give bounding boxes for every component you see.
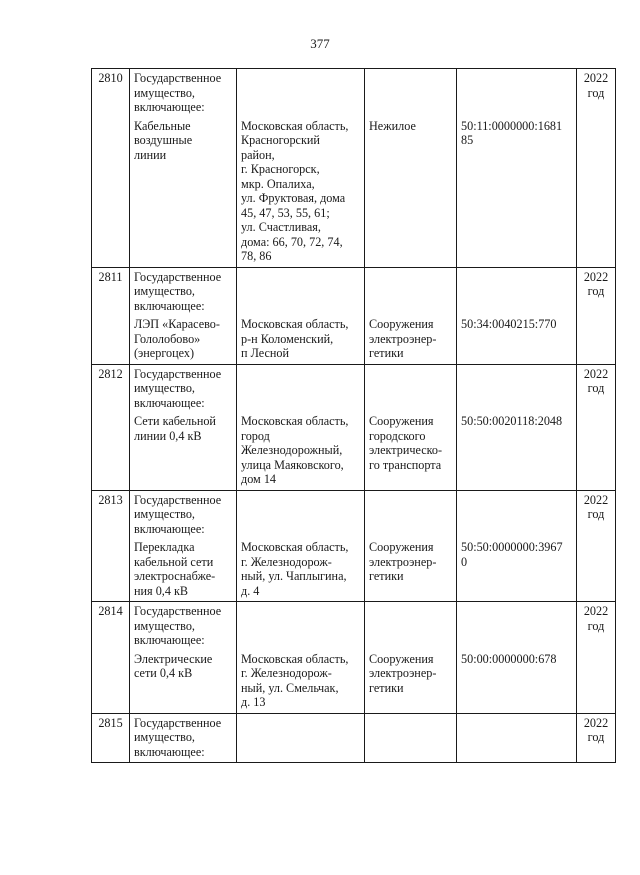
address-cell xyxy=(237,267,365,364)
address-line: ул. Фруктовая, дома xyxy=(241,191,346,205)
block-spacer xyxy=(461,604,572,652)
property-name-line: Перекладка xyxy=(134,540,195,554)
group-heading-line: имущество, xyxy=(134,85,195,100)
group-heading-line: Государственное xyxy=(134,71,222,85)
block-spacer xyxy=(241,367,360,415)
property-name-cell xyxy=(130,713,237,763)
year-cell xyxy=(577,267,616,364)
table-row xyxy=(92,69,616,268)
group-heading-line: имущество, xyxy=(134,381,195,395)
group-heading-line: имущество, xyxy=(134,730,195,744)
type-cell xyxy=(365,490,457,602)
group-heading-line: включающее: xyxy=(134,395,205,410)
address-line: д. 13 xyxy=(241,695,266,709)
cadastral-cell xyxy=(457,602,577,714)
property-name-line: Сети кабельной xyxy=(134,414,216,428)
type-cell xyxy=(365,364,457,490)
property-name-cell xyxy=(130,69,237,268)
block-spacer xyxy=(461,367,572,415)
type-line: гетики xyxy=(369,346,404,360)
property-name-cell xyxy=(130,364,237,490)
type-cell xyxy=(365,69,457,268)
block-spacer xyxy=(369,604,452,652)
table-row xyxy=(92,267,616,364)
cadastral-line: 50:34:0040215:770 xyxy=(461,317,557,331)
year-line: 2022 xyxy=(583,366,609,381)
year-line: 2022 xyxy=(583,71,609,85)
group-heading-line: Государственное xyxy=(134,492,222,507)
year-line: 2022 xyxy=(583,604,609,618)
year-line: год xyxy=(587,730,605,744)
year-cell xyxy=(577,69,616,268)
block-spacer xyxy=(241,71,360,119)
registry-body xyxy=(92,69,616,763)
type-line: Сооружения xyxy=(369,651,434,666)
property-name-cell xyxy=(130,490,237,602)
type-cell xyxy=(365,713,457,763)
address-line: Московская область, xyxy=(241,414,349,428)
cadastral-line: 50:11:0000000:1681 xyxy=(461,118,563,133)
address-line: 78, 86 xyxy=(241,249,272,263)
block-spacer xyxy=(369,493,452,541)
type-cell xyxy=(365,602,457,714)
address-line: р-н Коломенский, xyxy=(241,331,334,346)
year-cell xyxy=(577,713,616,763)
group-heading-line: включающее: xyxy=(134,521,205,536)
row-number: 2815 xyxy=(92,713,130,763)
address-line: д. 4 xyxy=(241,583,260,598)
address-line: дома: 66, 70, 72, 74, xyxy=(241,234,343,249)
property-name-line: линии xyxy=(134,147,167,162)
property-name-line: (энергоцех) xyxy=(134,346,195,360)
year-cell xyxy=(577,490,616,602)
address-line: улица Маяковского, xyxy=(241,457,344,472)
address-line: Московская область, xyxy=(241,317,349,331)
group-heading-line: Государственное xyxy=(134,366,222,381)
address-cell xyxy=(237,490,365,602)
address-line: Московская область, xyxy=(241,118,349,133)
property-name-line: электроснабже- xyxy=(134,569,216,583)
block-spacer xyxy=(241,270,360,318)
year-line: 2022 xyxy=(583,269,609,284)
row-number: 2812 xyxy=(92,364,130,490)
property-name-line: воздушные xyxy=(134,133,193,147)
block-spacer xyxy=(241,604,360,652)
address-line: Красногорский xyxy=(241,133,320,147)
address-line: дом 14 xyxy=(241,472,277,486)
type-line: го транспорта xyxy=(369,457,442,472)
address-cell xyxy=(237,364,365,490)
table-row xyxy=(92,364,616,490)
year-line: год xyxy=(587,618,605,633)
property-registry-table xyxy=(91,68,616,763)
type-line: городского xyxy=(369,428,426,443)
address-cell xyxy=(237,602,365,714)
group-heading-line: имущество, xyxy=(134,284,195,298)
address-line: п Лесной xyxy=(241,346,290,360)
row-number: 2814 xyxy=(92,602,130,714)
row-number: 2810 xyxy=(92,69,130,268)
property-name-line: Кабельные xyxy=(134,118,191,133)
group-heading-line: Государственное xyxy=(134,269,222,284)
cadastral-line: 50:00:0000000:678 xyxy=(461,651,557,666)
property-name-line: ния 0,4 кВ xyxy=(134,583,189,598)
row-number: 2811 xyxy=(92,267,130,364)
cadastral-cell xyxy=(457,69,577,268)
address-line: ул. Счастливая, xyxy=(241,220,321,234)
group-heading-line: включающее: xyxy=(134,298,205,313)
address-line: г. Железнодорож- xyxy=(241,666,332,680)
block-spacer xyxy=(241,493,360,541)
block-spacer xyxy=(369,367,452,415)
property-name-line: Электрические xyxy=(134,651,213,666)
group-heading-line: Государственное xyxy=(134,604,222,618)
cadastral-cell xyxy=(457,267,577,364)
type-line: Сооружения xyxy=(369,540,434,554)
address-line: район, xyxy=(241,147,275,162)
year-line: год xyxy=(587,507,605,521)
property-name-line: линии 0,4 кВ xyxy=(134,428,202,443)
address-line: Московская область, xyxy=(241,651,349,666)
address-line: ный, ул. Чаплыгина, xyxy=(241,569,347,583)
type-line: Сооружения xyxy=(369,414,434,428)
page-number: 377 xyxy=(310,36,330,51)
year-line: год xyxy=(587,85,605,100)
property-name-line: кабельной сети xyxy=(134,554,214,569)
address-line: Московская область, xyxy=(241,540,349,554)
address-line: г. Железнодорож- xyxy=(241,554,332,569)
block-spacer xyxy=(461,71,572,119)
address-line: Железнодорожный, xyxy=(241,443,343,457)
type-line: гетики xyxy=(369,680,404,695)
block-spacer xyxy=(369,270,452,318)
cadastral-cell xyxy=(457,364,577,490)
cadastral-cell xyxy=(457,713,577,763)
table-row xyxy=(92,713,616,763)
type-line: электроэнер- xyxy=(369,331,437,346)
group-heading-line: имущество, xyxy=(134,507,195,521)
year-cell xyxy=(577,602,616,714)
type-line: электроэнер- xyxy=(369,554,437,569)
type-cell xyxy=(365,267,457,364)
year-cell xyxy=(577,364,616,490)
cadastral-cell xyxy=(457,490,577,602)
row-number: 2813 xyxy=(92,490,130,602)
block-spacer xyxy=(461,270,572,318)
property-name-cell xyxy=(130,267,237,364)
address-line: мкр. Опалиха, xyxy=(241,176,315,191)
group-heading-line: включающее: xyxy=(134,100,205,114)
group-heading-line: включающее: xyxy=(134,744,205,759)
table-row xyxy=(92,602,616,714)
property-name-line: сети 0,4 кВ xyxy=(134,666,193,680)
year-line: год xyxy=(587,284,605,298)
year-line: год xyxy=(587,381,605,395)
type-line: электроэнер- xyxy=(369,666,437,680)
group-heading-line: Государственное xyxy=(134,715,222,730)
type-line: электрическо- xyxy=(369,443,443,457)
group-heading-line: имущество, xyxy=(134,618,195,633)
address-cell xyxy=(237,713,365,763)
cadastral-line: 50:50:0000000:3967 xyxy=(461,540,563,554)
property-name-line: ЛЭП «Карасево- xyxy=(134,317,220,331)
cadastral-line: 85 xyxy=(461,133,474,147)
year-line: 2022 xyxy=(583,492,609,507)
cadastral-line: 50:50:0020118:2048 xyxy=(461,414,563,428)
type-line: Сооружения xyxy=(369,317,434,331)
address-line: г. Красногорск, xyxy=(241,162,320,176)
property-name-line: Гололобово» xyxy=(134,331,201,346)
address-cell xyxy=(237,69,365,268)
address-line: город xyxy=(241,428,270,443)
block-spacer xyxy=(461,493,572,541)
cadastral-line: 0 xyxy=(461,554,468,569)
block-spacer xyxy=(369,71,452,119)
property-name-cell xyxy=(130,602,237,714)
type-line: гетики xyxy=(369,569,404,583)
table-row xyxy=(92,490,616,602)
address-line: ный, ул. Смельчак, xyxy=(241,680,339,695)
type-line: Нежилое xyxy=(369,118,416,133)
group-heading-line: включающее: xyxy=(134,633,205,647)
year-line: 2022 xyxy=(583,715,609,730)
address-line: 45, 47, 53, 55, 61; xyxy=(241,205,330,220)
